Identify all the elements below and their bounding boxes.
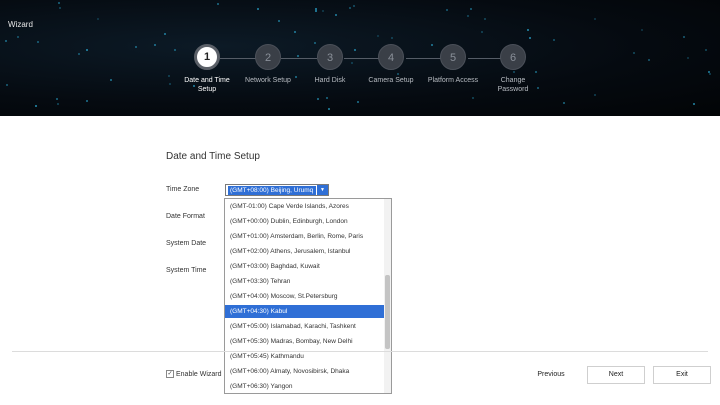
system-date-label: System Date <box>166 240 207 247</box>
chevron-down-icon[interactable]: ▼ <box>317 185 328 195</box>
step-1-circle: 1 <box>194 44 220 70</box>
enable-wizard-toggle[interactable] <box>166 370 222 378</box>
step-2-circle: 2 <box>255 44 281 70</box>
time-zone-option[interactable]: (GMT+01:00) Amsterdam, Berlin, Rome, Paris <box>230 233 364 240</box>
time-zone-value: (GMT+08:00) Beijing, Urumq <box>228 186 316 195</box>
scrollbar-thumb[interactable] <box>385 275 390 349</box>
date-format-label: Date Format <box>166 213 205 220</box>
time-zone-option[interactable]: (GMT+05:45) Kathmandu <box>230 353 304 360</box>
step-2-label: Network Setup <box>245 77 291 84</box>
time-zone-option[interactable]: (GMT+02:00) Athens, Jerusalem, Istanbul <box>230 248 351 255</box>
step-5-label: Platform Access <box>427 77 479 84</box>
system-time-label: System Time <box>166 267 207 274</box>
time-zone-option[interactable]: (GMT+05:30) Madras, Bombay, New Delhi <box>230 338 353 345</box>
step-6[interactable] <box>473 44 553 94</box>
footer-divider <box>12 351 708 352</box>
step-3-label: Hard Disk <box>314 77 346 84</box>
time-zone-option[interactable]: (GMT+06:00) Almaty, Novosibirsk, Dhaka <box>230 368 350 375</box>
enable-wizard-label: Enable Wizard <box>176 370 222 378</box>
step-4-label: Camera Setup <box>368 77 414 84</box>
step-5-circle: 5 <box>440 44 466 70</box>
time-zone-option[interactable]: (GMT+05:00) Islamabad, Karachi, Tashkent <box>230 323 356 330</box>
time-zone-select[interactable] <box>225 184 329 196</box>
time-zone-option-selected[interactable]: (GMT+04:30) Kabul <box>225 305 385 318</box>
time-zone-option[interactable]: (GMT+06:30) Yangon <box>230 383 293 390</box>
section-title: Date and Time Setup <box>166 151 260 162</box>
time-zone-option[interactable]: (GMT+03:00) Baghdad, Kuwait <box>230 263 320 270</box>
step-4-circle: 4 <box>378 44 404 70</box>
next-button[interactable]: Next <box>587 366 645 384</box>
time-zone-dropdown[interactable] <box>224 198 392 394</box>
window-title: Wizard <box>8 20 33 29</box>
previous-button[interactable]: Previous <box>526 366 576 384</box>
step-3-circle: 3 <box>317 44 343 70</box>
dropdown-scrollbar[interactable] <box>384 199 391 393</box>
time-zone-option[interactable]: (GMT+03:30) Tehran <box>230 278 291 285</box>
wizard-steps <box>0 0 720 116</box>
time-zone-option[interactable]: (GMT+04:00) Moscow, St.Petersburg <box>230 293 338 300</box>
checkbox-checked-icon[interactable]: ✓ <box>167 371 173 377</box>
time-zone-option[interactable]: (GMT+00:00) Dublin, Edinburgh, London <box>230 218 348 225</box>
time-zone-label: Time Zone <box>166 186 200 193</box>
wizard-header <box>0 0 720 116</box>
step-6-circle: 6 <box>500 44 526 70</box>
step-6-label: Change Password <box>497 77 529 93</box>
time-zone-option[interactable]: (GMT-01:00) Cape Verde Islands, Azores <box>230 203 349 210</box>
exit-button[interactable]: Exit <box>653 366 711 384</box>
step-1-label: Date and Time Setup <box>184 77 230 93</box>
